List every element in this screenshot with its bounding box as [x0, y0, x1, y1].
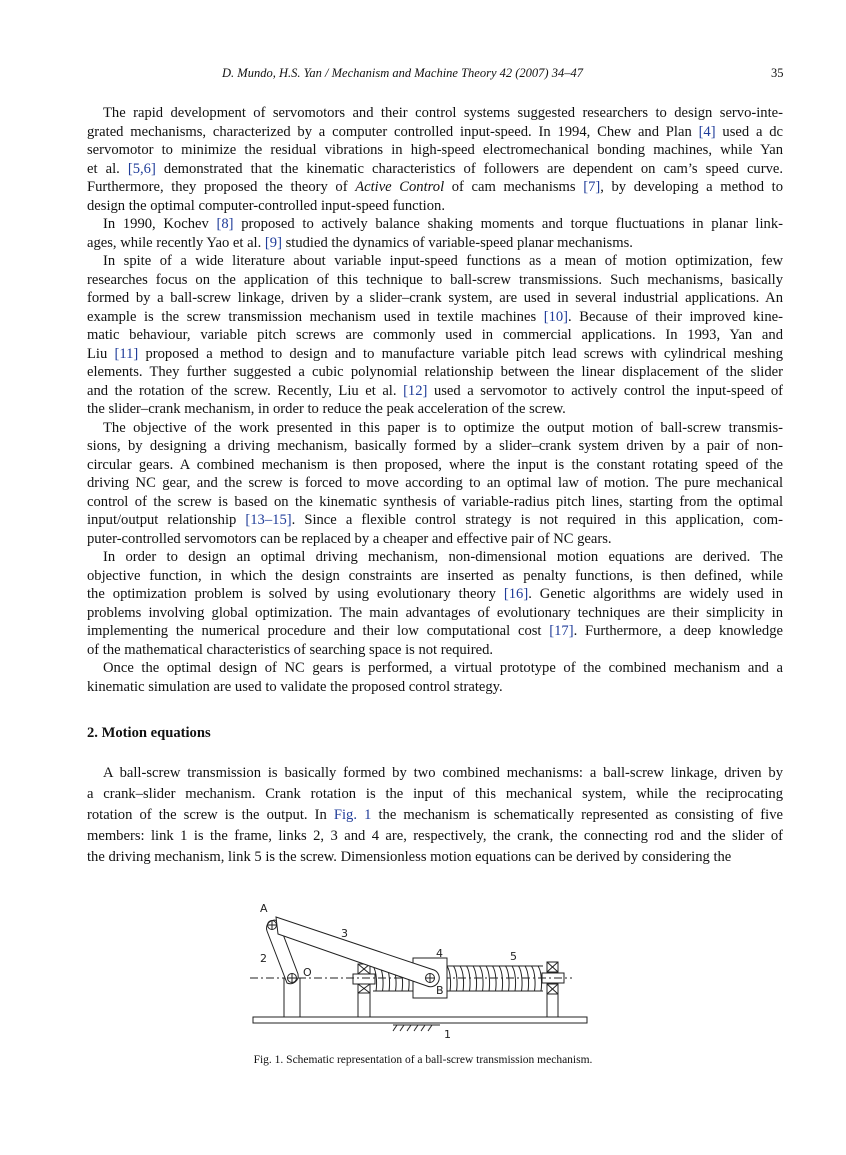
text-run: In order to design an optimal driving mechanism, non-dimensional motion equations are derived. The [103, 549, 783, 565]
label-a: A [260, 902, 268, 915]
label-3: 3 [341, 927, 348, 940]
text-line [87, 400, 783, 418]
text-run: kinematic simulation are used to validate the proposed control strategy. [87, 678, 503, 695]
text-line [87, 641, 783, 659]
text-line [103, 548, 783, 566]
text-run: of the mathematical characteristics of searching space is not required. [87, 641, 494, 658]
text-line [103, 419, 783, 437]
text-run: studied the dynamics of variable-speed planar mechanisms. [281, 234, 633, 251]
text-run: In 1990, Kochev [103, 216, 217, 232]
text-run: demonstrated that the kinematic characteristics of followers are dependent on cam’s speed curve. [155, 160, 783, 177]
citation-link[interactable]: [13–15] [245, 512, 292, 528]
text-line [87, 141, 783, 159]
text-run: puter-controlled servomotors can be replaced by a cheaper and effective pair of NC gears. [87, 530, 612, 547]
text-line [87, 530, 783, 548]
text-line [87, 197, 783, 215]
text-line [87, 178, 783, 196]
text-run: The rapid development of servomotors and their control systems suggested researchers to design servo-inte- [103, 105, 783, 121]
text-run: A ball-screw transmission is basically formed by two combined mechanisms: a ball-screw linkage, driven by [103, 765, 783, 781]
text-run: Furthermore, they proposed the theory of [87, 179, 356, 195]
text-run: driving NC gear, and the screw is forced to move according to an optimal law of motion. The pure mechanical [87, 475, 783, 491]
text-line [87, 326, 783, 344]
text-line [87, 289, 783, 307]
text-line [87, 806, 783, 824]
text-run: control of the screw is based on the kinematic synthesis of variable-radius pitch lines, starting from the optimal [87, 493, 783, 510]
text-line [87, 345, 783, 363]
text-run: In spite of a wide literature about variable input-speed functions as a mean of motion optimization, few [103, 253, 783, 269]
text-run: . Genetic algorithms are widely used in [528, 586, 783, 602]
text-run: rotation of the screw is the output. In [87, 807, 334, 823]
text-run: . Furthermore, a deep knowledge [573, 623, 783, 639]
text-run: researches focus on the application of this technique to ball-screw transmissions. Such mechanisms, basically [87, 271, 783, 288]
text-line [87, 827, 783, 845]
text-run: example is the screw transmission mechanism used in textile machines [87, 308, 544, 325]
italic-term: Active Control [355, 179, 445, 195]
text-run: circular gears. A combined mechanism is then proposed, where the input is the constant rotating speed of the [87, 456, 783, 473]
running-title: D. Mundo, H.S. Yan / Mechanism and Machine Theory 42 (2007) 34–47 [222, 66, 583, 80]
text-run: design the optimal computer-controlled input-speed function. [87, 197, 445, 214]
left-bearing [353, 964, 375, 1017]
text-line [103, 659, 783, 677]
text-run: input/output relationship [87, 512, 246, 528]
text-line [87, 678, 783, 696]
label-b: B [436, 984, 444, 997]
citation-link[interactable]: [5,6] [127, 160, 156, 177]
text-line [87, 474, 783, 492]
text-run: objective function, in which the design constraints are inserted as penalty functions, is then defined, while [87, 567, 783, 584]
citation-link[interactable]: [8] [216, 216, 234, 232]
text-run: the slider–crank mechanism, in order to reduce the peak acceleration of the screw. [87, 401, 566, 417]
citation-link[interactable]: [16] [503, 586, 529, 602]
label-1: 1 [444, 1028, 451, 1040]
text-line [87, 567, 783, 585]
ground-hatch [393, 1025, 440, 1031]
citation-link[interactable]: Fig. 1 [333, 807, 372, 823]
text-run: servomotor to minimize the residual vibrations in high-speed electromechanical bonding machines, while Yan [87, 142, 783, 158]
text-run: ages, while recently Yao et al. [87, 234, 265, 251]
text-run: Once the optimal design of NC gears is performed, a virtual prototype of the combined mechanism and a [103, 660, 783, 676]
text-line [87, 308, 783, 326]
text-run: used a dc [715, 123, 783, 140]
citation-link[interactable]: [9] [264, 234, 282, 251]
text-line [87, 382, 783, 400]
pivot-b-icon [425, 973, 435, 983]
text-run: a crank–slider mechanism. Crank rotation is the input of this mechanical system, while the reciprocating [87, 786, 783, 802]
text-line [103, 104, 783, 122]
label-2: 2 [260, 952, 267, 965]
text-run: elements. They further suggested a cubic polynomial relationship between the linear displacement of the slider [87, 364, 783, 380]
citation-link[interactable]: [11] [114, 345, 139, 362]
text-run: members: link 1 is the frame, links 2, 3 and 4 are, respectively, the crank, the connecting rod and the slider of [87, 828, 783, 844]
text-run: grated mechanisms, characterized by a computer controlled input-speed. In 1994, Chew and Plan [87, 123, 699, 140]
text-line [103, 215, 783, 233]
pivot-o-icon [287, 973, 297, 983]
section-heading: 2. Motion equations [87, 725, 211, 741]
text-run: the driving mechanism, link 5 is the screw. Dimensionless motion equations can be derived by considering the [87, 849, 732, 865]
text-run: et al. [87, 160, 128, 177]
text-run: and the rotation of the screw. Recently, Liu et al. [87, 382, 404, 399]
text-line [87, 848, 783, 866]
citation-link[interactable]: [10] [543, 308, 569, 325]
text-line [87, 363, 783, 381]
pivot-a-icon [267, 920, 277, 930]
text-run: . Because of their improved kine- [568, 308, 783, 325]
figure-1-schematic [240, 890, 590, 1040]
label-4: 4 [436, 947, 443, 960]
text-run: of cam mechanisms [444, 179, 584, 195]
text-run: implementing the numerical procedure and their low computational cost [87, 623, 550, 639]
text-run: proposed to actively balance shaking moments and torque fluctuations in planar link- [233, 216, 783, 232]
citation-link[interactable]: [12] [403, 382, 428, 399]
right-bearing [542, 962, 564, 1017]
text-line [103, 252, 783, 270]
text-line [87, 160, 783, 178]
text-run: , by developing a method to [600, 179, 783, 195]
text-run: used a servomotor to actively control the input-speed of [427, 382, 783, 399]
citation-link[interactable]: [17] [549, 623, 574, 639]
text-run: the optimization problem is solved by using evolutionary theory [87, 586, 504, 602]
page-number: 35 [771, 66, 784, 80]
citation-link[interactable]: [7] [583, 179, 601, 195]
label-5: 5 [510, 950, 517, 963]
text-run: the mechanism is schematically represented as consisting of five [371, 807, 783, 823]
connecting-rod-link-3 [276, 917, 439, 987]
text-run: sions, by designing a driving mechanism, basically formed by a slider–crank system driven by a pair of non- [87, 438, 783, 454]
text-line [87, 437, 783, 455]
text-line [87, 493, 783, 511]
citation-link[interactable]: [4] [698, 123, 716, 140]
label-o: O [303, 966, 312, 979]
text-run: problems involving global optimization. The main advantages of evolutionary techniques are their simplicity in [87, 604, 783, 621]
frame-base [253, 1017, 587, 1023]
text-run: The objective of the work presented in this paper is to optimize the output motion of ball-screw transmis- [103, 419, 783, 436]
text-line [87, 271, 783, 289]
text-line [87, 511, 783, 529]
text-run: Liu [87, 345, 115, 362]
text-run: formed by a ball-screw linkage, driven by a slider–crank system, are used in several industrial applications. An [87, 290, 783, 306]
text-line [87, 785, 783, 803]
text-line [87, 604, 783, 622]
text-line [87, 585, 783, 603]
text-line [87, 234, 783, 252]
text-line [87, 123, 783, 141]
text-run: proposed a method to design and to manufacture variable pitch lead screws with cylindrical meshing [138, 345, 783, 362]
figure-caption: Fig. 1. Schematic representation of a ball-screw transmission mechanism. [253, 1054, 593, 1066]
text-line [87, 456, 783, 474]
text-line [103, 764, 783, 782]
text-run: . Since a flexible control strategy is not required in this application, com- [291, 512, 783, 528]
text-run: matic behaviour, variable pitch screws are commonly used in commercial applications. In 1993, Yan and [87, 327, 783, 343]
text-line [87, 622, 783, 640]
